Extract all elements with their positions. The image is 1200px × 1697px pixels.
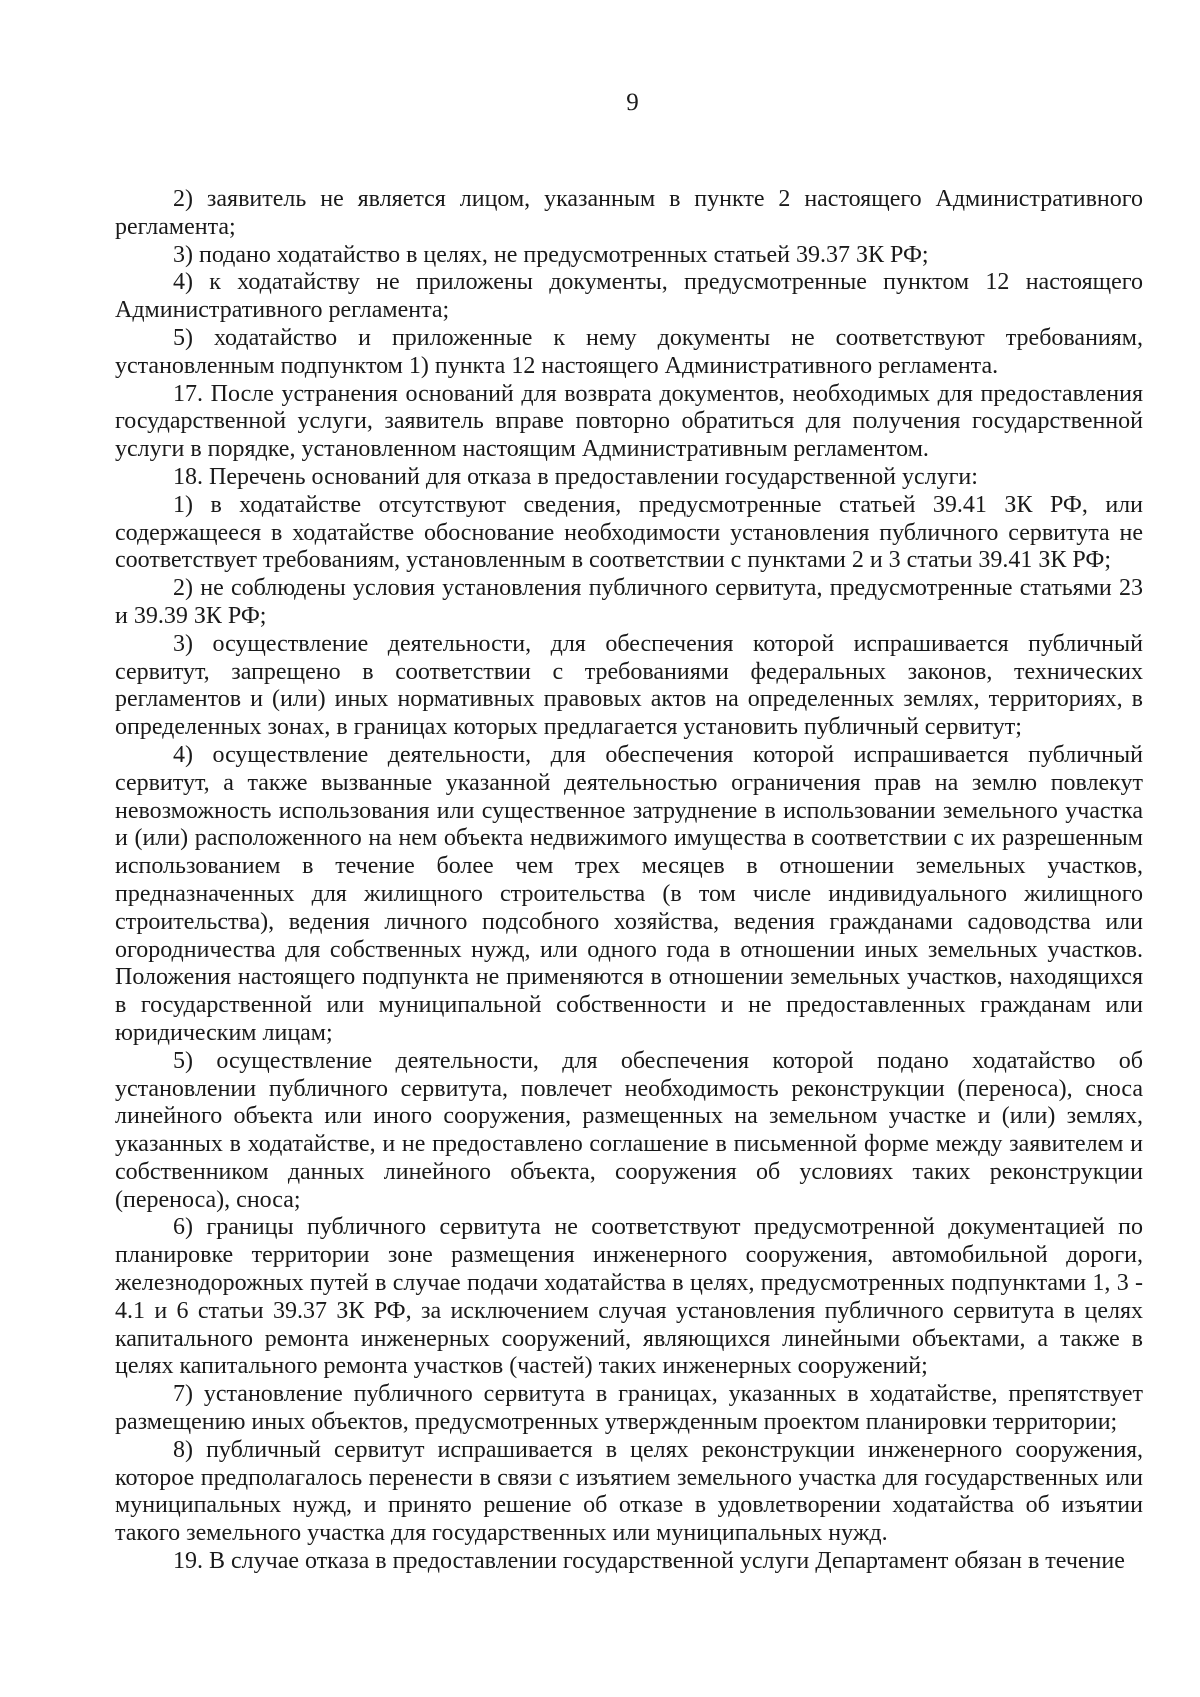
paragraph-3-purpose: 3) подано ходатайство в целях, не предусмотренных статьей 39.37 ЗК РФ; [173, 241, 929, 268]
paragraph-18-item-2: 2) не соблюдены условия установления публичного сервитута, предусмотренные статьями 23 и 39.39 ЗК РФ; [115, 575, 1143, 629]
paragraph-18-item-6: 6) границы публичного сервитута не соответствуют предусмотренной документацией по планировке территории зоне размещения инженерного сооружения, автомобильной дороги, железнодорожных путей в случае подачи ходатайства в целях, предусмотренных подпунктами 1, 3 - 4.1 и 6 статьи 39.37 ЗК РФ, за исключением случая установления публичного сервитута в целях капитального ремонта инженерных сооружений, являющихся линейными объектами, а также в целях капитального ремонта участков (частей) таких инженерных сооружений; [115, 1214, 1143, 1380]
paragraph-18-item-7: 7) установление публичного сервитута в границах, указанных в ходатайстве, препятствует размещению иных объектов, предусмотренных утвержденным проектом планировки территории; [115, 1381, 1143, 1436]
paragraph-18-item-8: 8) публичный сервитут испрашивается в целях реконструкции инженерного сооружения, которое предполагалось перенести в связи с изъятием земельного участка для государственных или муниципальных нужд, и принято решение об отказе в удовлетворении ходатайства об изъятии такого земельного участка для государственных или муниципальных нужд. [115, 1436, 1143, 1547]
paragraph-2-applicant: 2) заявитель не является лицом, указанным в пункте 2 настоящего Административного регламента; [115, 186, 1143, 240]
paragraph-18-item-1: 1) в ходатайстве отсутствуют сведения, предусмотренные статьей 39.41 ЗК РФ, или содержащееся в ходатайстве обоснование необходимости установления публичного сервитута не соответствует требованиям, установленным в соответствии с пунктами 2 и 3 статьи 39.41 ЗК РФ; [115, 491, 1143, 574]
paragraph-17-reapply: 17. После устранения оснований для возврата документов, необходимых для предоставления государственной услуги, заявитель вправе повторно обратиться для получения государственной услуги в порядке, установленном настоящим Административным регламентом. [115, 380, 1143, 463]
paragraph-4-documents: 4) к ходатайству не приложены документы, предусмотренные пунктом 12 настоящего Административного регламента; [115, 269, 1143, 324]
paragraph-18-refusal-grounds: 18. Перечень оснований для отказа в предоставлении государственной услуги: [173, 463, 978, 490]
paragraph-18-item-5: 5) осуществление деятельности, для обеспечения которой подано ходатайство об установлении публичного сервитута, повлечет необходимость реконструкции (переноса), сноса линейного объекта или иного сооружения, размещенных на земельном участке и (или) землях, указанных в ходатайстве, и не предоставлено соглашение в письменной форме между заявителем и собственником данных линейного объекта, сооружения об условиях таких реконструкции (переноса), сноса; [115, 1047, 1143, 1213]
document-body [115, 186, 1143, 1576]
paragraph-18-item-4: 4) осуществление деятельности, для обеспечения которой испрашивается публичный сервитут, а также вызванные указанной деятельностью ограничения прав на землю повлекут невозможность использования или существенное затруднение в использовании земельного участка и (или) расположенного на нем объекта недвижимого имущества в соответствии с их разрешенным использованием в течение более чем трех месяцев в отношении земельных участков, предназначенных для жилищного строительства (в том числе индивидуального жилищного строительства), ведения личного подсобного хозяйства, ведения гражданами садоводства или огородничества для собственных нужд, или одного года в отношении иных земельных участков. Положения настоящего подпункта не применяются в отношении земельных участков, находящихся в государственной или муниципальной собственности и не предоставленных гражданам или юридическим лицам; [115, 741, 1143, 1046]
page-number: 9 [626, 89, 639, 116]
paragraph-19-refusal-duty: 19. В случае отказа в предоставлении государственной услуги Департамент обязан в течение [173, 1548, 1125, 1575]
paragraph-18-item-3: 3) осуществление деятельности, для обеспечения которой испрашивается публичный сервитут, запрещено в соответствии с требованиями федеральных законов, технических регламентов и (или) иных нормативных правовых актов на определенных землях, территориях, в определенных зонах, в границах которых предлагается установить публичный сервитут; [115, 630, 1143, 741]
paragraph-5-requirements: 5) ходатайство и приложенные к нему документы не соответствуют требованиям, установленным подпунктом 1) пункта 12 настоящего Административного регламента. [115, 324, 1143, 379]
